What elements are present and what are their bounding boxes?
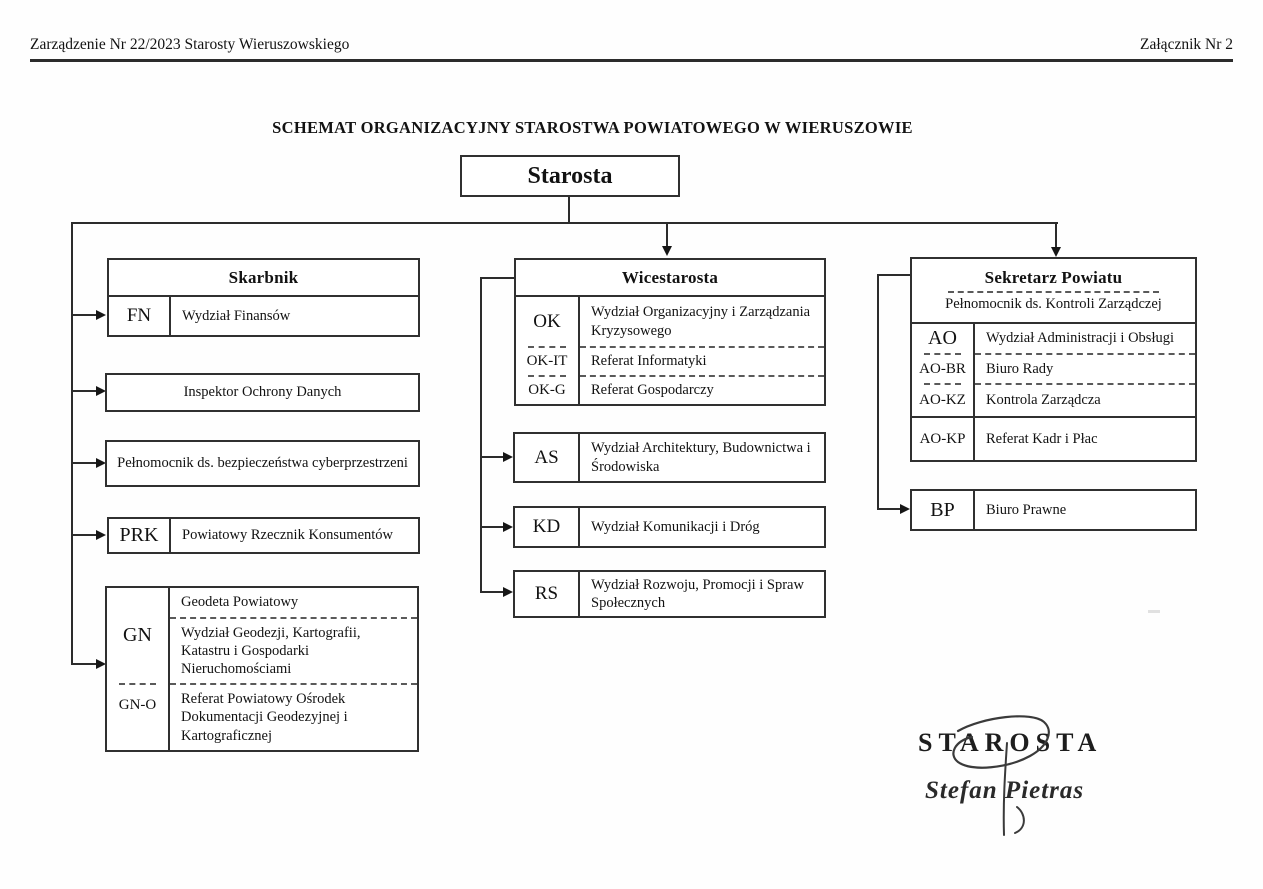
arrow-right-rs-icon <box>503 587 513 597</box>
dept-code-ao-kp: AO-KP <box>919 430 966 447</box>
dept-label-ok: Wydział Organizacyjny i Zarządzania Kryzysowego <box>591 304 811 339</box>
dept-code-prk: PRK <box>119 524 159 546</box>
org-box-rs <box>513 570 826 618</box>
signature-role-stamp: STAROSTA <box>918 728 1103 757</box>
arrow-right-prk-icon <box>96 530 106 540</box>
gn-row-geodeta: Geodeta Powiatowy <box>181 594 299 611</box>
dept-code-ao-kz: AO-KZ <box>919 392 966 408</box>
arrow-right-bp-icon <box>900 504 910 514</box>
connector-middle-vertical <box>480 277 482 593</box>
org-box-gn <box>105 586 419 752</box>
connector-sekretarz-drop <box>1055 224 1057 247</box>
sekretarz-subtitle: Pełnomocnik ds. Kontroli Zarządczej <box>945 296 1162 312</box>
connector-starosta-stub <box>568 197 570 223</box>
sekretarz-title: Sekretarz Powiatu <box>984 268 1123 287</box>
connector-stub-as <box>480 456 504 458</box>
header-rule <box>30 59 1233 62</box>
connector-stub-gn <box>71 663 96 665</box>
dept-code-gn-o: GN-O <box>118 697 157 713</box>
dept-label-ok-g: Referat Gospodarczy <box>591 382 714 399</box>
wicestarosta-title: Wicestarosta <box>516 260 824 297</box>
connector-stub-iod <box>71 390 96 392</box>
dept-label-bp: Biuro Prawne <box>986 501 1067 518</box>
document-header-right: Załącznik Nr 2 <box>1140 36 1233 53</box>
dept-code-as: AS <box>534 446 559 468</box>
dept-label-as: Wydział Architektury, Budownictwa i Środowiska <box>591 440 811 475</box>
dept-code-ok-g: OK-G <box>528 382 566 398</box>
connector-left-vertical <box>71 222 73 665</box>
org-box-bp <box>910 489 1197 531</box>
connector-wicestarosta-drop <box>666 224 668 246</box>
dept-code-fn: FN <box>126 305 152 326</box>
document-header-left: Zarządzenie Nr 22/2023 Starosty Wieruszowskiego <box>30 36 350 53</box>
dept-label-ao-kz: Kontrola Zarządcza <box>986 392 1101 409</box>
connector-stub-cyber <box>71 462 96 464</box>
org-box-as <box>513 432 826 483</box>
org-box-prk <box>107 517 420 554</box>
arrow-down-sekretarz-icon <box>1051 247 1061 257</box>
connector-main-horizontal <box>71 222 1058 224</box>
dept-code-ao: AO <box>928 327 957 349</box>
org-box-skarbnik <box>107 258 420 337</box>
arrow-right-as-icon <box>503 452 513 462</box>
dept-label-ao-kp: Referat Kadr i Płac <box>986 430 1098 447</box>
signature-pen-strokes <box>880 685 1180 850</box>
connector-wice-top-stub <box>480 277 514 279</box>
skarbnik-title: Skarbnik <box>109 260 418 297</box>
connector-stub-kd <box>480 526 504 528</box>
dept-label-prk: Powiatowy Rzecznik Konsumentów <box>182 527 394 544</box>
dept-label-fn: Wydział Finansów <box>182 307 291 324</box>
org-box-inspektor-ochrony-danych: Inspektor Ochrony Danych <box>105 373 420 412</box>
dept-code-ao-br: AO-BR <box>919 360 966 377</box>
connector-stub-bp <box>877 508 901 510</box>
arrow-right-fn-icon <box>96 310 106 320</box>
org-box-wicestarosta <box>514 258 826 406</box>
gn-row-wydzial-geodezji: Wydział Geodezji, Kartografii, Katastru i Gospodarki Nieruchomościami <box>181 624 361 678</box>
connector-stub-fn <box>71 314 96 316</box>
org-box-pelnomocnik-cyber: Pełnomocnik ds. bezpieczeństwa cyberprzestrzeni <box>105 440 420 487</box>
org-box-sekretarz <box>910 257 1197 462</box>
gn-row-referat-osrodek: Referat Powiatowy Ośrodek Dokumentacji Geodezyjnej i Kartograficznej <box>181 691 348 744</box>
connector-sekr-top-stub <box>877 274 910 276</box>
arrow-down-wicestarosta-icon <box>662 246 672 256</box>
dept-label-kd: Wydział Komunikacji i Dróg <box>591 518 760 535</box>
arrow-right-kd-icon <box>503 522 513 532</box>
connector-stub-prk <box>71 534 96 536</box>
dept-label-ok-it: Referat Informatyki <box>591 353 707 370</box>
connector-right-vertical <box>877 274 879 510</box>
dept-code-ok: OK <box>533 310 561 332</box>
connector-stub-rs <box>480 591 504 593</box>
dept-code-kd: KD <box>532 516 561 537</box>
dept-label-rs: Wydział Rozwoju, Promocji i Spraw Społecznych <box>591 576 804 611</box>
scan-smudge <box>1148 610 1160 613</box>
dept-code-bp: BP <box>930 498 955 521</box>
dept-code-gn: GN <box>123 624 152 646</box>
dept-label-ao-br: Biuro Rady <box>986 360 1054 377</box>
dept-label-ao: Wydział Administracji i Obsługi <box>986 330 1175 347</box>
signature-name: Stefan Pietras <box>925 777 1085 804</box>
dept-code-rs: RS <box>534 583 559 604</box>
sekretarz-header-separator <box>948 291 1159 293</box>
org-box-starosta: Starosta <box>460 155 680 197</box>
page-title: SCHEMAT ORGANIZACYJNY STAROSTWA POWIATOWEGO W WIERUSZOWIE <box>272 118 913 137</box>
dept-code-ok-it: OK-IT <box>526 353 568 369</box>
org-box-kd <box>513 506 826 548</box>
